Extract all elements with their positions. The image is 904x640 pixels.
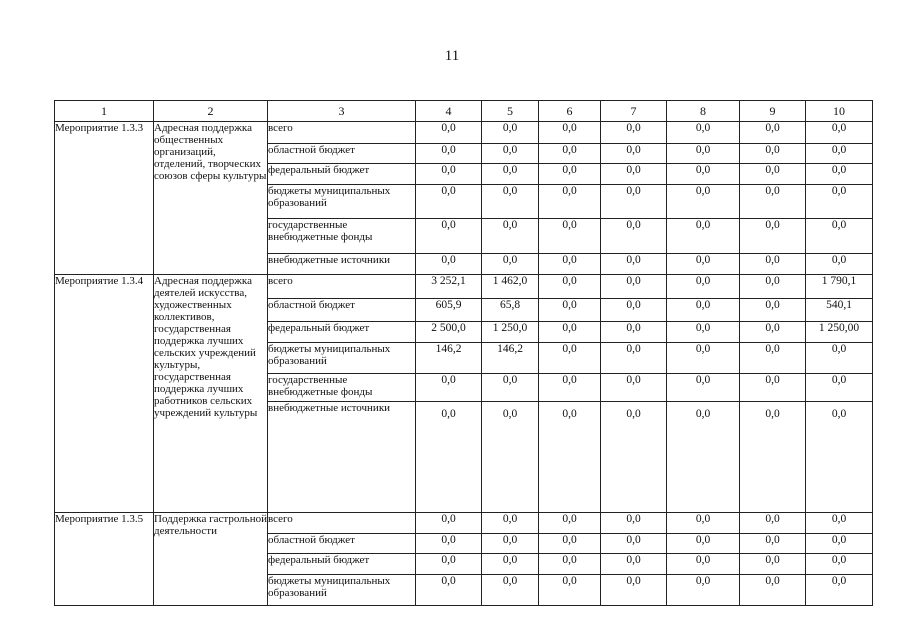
value-cell: 0,0 [416, 402, 482, 513]
value-cell: 0,0 [482, 554, 539, 575]
value-cell: 0,0 [740, 299, 806, 322]
event-description: Адресная поддержка общественных организаций, отделений, творческих союзов сферы культуры [154, 122, 268, 275]
value-cell: 0,0 [806, 575, 873, 606]
value-cell: 0,0 [539, 534, 601, 554]
value-cell: 0,0 [806, 554, 873, 575]
value-cell: 0,0 [601, 144, 667, 164]
event-id: Мероприятие 1.3.5 [55, 513, 154, 606]
funding-source: государственные внебюджетные фонды [268, 374, 416, 402]
value-cell: 0,0 [539, 322, 601, 343]
budget-table [54, 100, 873, 606]
table-row [55, 513, 873, 534]
value-cell: 0,0 [740, 254, 806, 275]
value-cell: 0,0 [482, 534, 539, 554]
value-cell: 0,0 [740, 374, 806, 402]
funding-source: областной бюджет [268, 144, 416, 164]
value-cell: 0,0 [806, 254, 873, 275]
value-cell: 1 462,0 [482, 275, 539, 299]
value-cell: 0,0 [740, 402, 806, 513]
event-id: Мероприятие 1.3.4 [55, 275, 154, 513]
value-cell: 0,0 [416, 513, 482, 534]
funding-source: областной бюджет [268, 299, 416, 322]
event-description: Поддержка гастрольной деятельности [154, 513, 268, 606]
value-cell: 146,2 [416, 343, 482, 374]
value-cell: 0,0 [416, 374, 482, 402]
value-cell: 0,0 [539, 575, 601, 606]
value-cell: 0,0 [667, 513, 740, 534]
funding-source: бюджеты муниципальных образований [268, 575, 416, 606]
value-cell: 0,0 [806, 374, 873, 402]
value-cell: 0,0 [740, 575, 806, 606]
value-cell: 0,0 [482, 513, 539, 534]
value-cell: 0,0 [416, 254, 482, 275]
value-cell: 1 790,1 [806, 275, 873, 299]
funding-source: бюджеты муниципальных образований [268, 185, 416, 219]
value-cell: 0,0 [667, 299, 740, 322]
value-cell: 0,0 [740, 164, 806, 185]
funding-source: областной бюджет [268, 534, 416, 554]
value-cell: 0,0 [539, 554, 601, 575]
value-cell: 0,0 [601, 322, 667, 343]
value-cell: 540,1 [806, 299, 873, 322]
column-header: 8 [667, 101, 740, 122]
value-cell: 65,8 [482, 299, 539, 322]
value-cell: 0,0 [601, 575, 667, 606]
value-cell: 0,0 [601, 164, 667, 185]
value-cell: 0,0 [667, 402, 740, 513]
value-cell: 0,0 [806, 219, 873, 254]
value-cell: 0,0 [667, 275, 740, 299]
funding-source: бюджеты муниципальных образований [268, 343, 416, 374]
value-cell: 0,0 [482, 374, 539, 402]
value-cell: 0,0 [667, 254, 740, 275]
value-cell: 0,0 [740, 275, 806, 299]
value-cell: 0,0 [416, 144, 482, 164]
value-cell: 2 500,0 [416, 322, 482, 343]
value-cell: 0,0 [740, 554, 806, 575]
value-cell: 0,0 [539, 402, 601, 513]
value-cell: 0,0 [740, 122, 806, 144]
column-header: 1 [55, 101, 154, 122]
value-cell: 0,0 [482, 144, 539, 164]
value-cell: 0,0 [601, 219, 667, 254]
value-cell: 0,0 [601, 254, 667, 275]
funding-source: всего [268, 122, 416, 144]
funding-source: государственные внебюджетные фонды [268, 219, 416, 254]
value-cell: 0,0 [806, 534, 873, 554]
column-header: 10 [806, 101, 873, 122]
value-cell: 0,0 [667, 343, 740, 374]
value-cell: 0,0 [416, 575, 482, 606]
value-cell: 0,0 [482, 164, 539, 185]
value-cell: 0,0 [601, 554, 667, 575]
value-cell: 0,0 [539, 185, 601, 219]
value-cell: 0,0 [740, 513, 806, 534]
funding-source: всего [268, 513, 416, 534]
value-cell: 0,0 [416, 534, 482, 554]
value-cell: 0,0 [806, 164, 873, 185]
value-cell: 0,0 [740, 219, 806, 254]
value-cell: 1 250,00 [806, 322, 873, 343]
value-cell: 0,0 [416, 185, 482, 219]
value-cell: 0,0 [539, 275, 601, 299]
value-cell: 1 250,0 [482, 322, 539, 343]
value-cell: 0,0 [667, 534, 740, 554]
value-cell: 0,0 [416, 164, 482, 185]
value-cell: 0,0 [539, 254, 601, 275]
value-cell: 0,0 [667, 122, 740, 144]
value-cell: 0,0 [601, 122, 667, 144]
value-cell: 0,0 [482, 254, 539, 275]
value-cell: 0,0 [539, 374, 601, 402]
funding-source: федеральный бюджет [268, 164, 416, 185]
value-cell: 0,0 [667, 164, 740, 185]
value-cell: 0,0 [539, 122, 601, 144]
funding-source: внебюджетные источники [268, 402, 416, 513]
value-cell: 0,0 [740, 534, 806, 554]
value-cell: 0,0 [806, 185, 873, 219]
value-cell: 0,0 [601, 185, 667, 219]
column-header: 3 [268, 101, 416, 122]
value-cell: 0,0 [482, 575, 539, 606]
value-cell: 0,0 [806, 144, 873, 164]
header-row [55, 101, 873, 122]
value-cell: 0,0 [539, 164, 601, 185]
value-cell: 0,0 [806, 513, 873, 534]
value-cell: 0,0 [539, 299, 601, 322]
value-cell: 0,0 [539, 219, 601, 254]
table-row [55, 275, 873, 299]
column-header: 6 [539, 101, 601, 122]
value-cell: 0,0 [482, 122, 539, 144]
value-cell: 0,0 [601, 402, 667, 513]
value-cell: 0,0 [482, 402, 539, 513]
value-cell: 0,0 [539, 343, 601, 374]
column-header: 2 [154, 101, 268, 122]
value-cell: 0,0 [806, 122, 873, 144]
value-cell: 0,0 [601, 275, 667, 299]
value-cell: 0,0 [740, 185, 806, 219]
value-cell: 3 252,1 [416, 275, 482, 299]
value-cell: 0,0 [806, 402, 873, 513]
value-cell: 0,0 [416, 554, 482, 575]
value-cell: 0,0 [601, 534, 667, 554]
value-cell: 0,0 [667, 374, 740, 402]
value-cell: 0,0 [482, 219, 539, 254]
value-cell: 0,0 [482, 185, 539, 219]
value-cell: 0,0 [667, 322, 740, 343]
value-cell: 605,9 [416, 299, 482, 322]
value-cell: 0,0 [667, 575, 740, 606]
value-cell: 0,0 [601, 299, 667, 322]
value-cell: 146,2 [482, 343, 539, 374]
value-cell: 0,0 [667, 185, 740, 219]
value-cell: 0,0 [667, 554, 740, 575]
funding-source: федеральный бюджет [268, 322, 416, 343]
value-cell: 0,0 [601, 513, 667, 534]
column-header: 4 [416, 101, 482, 122]
page-number: 11 [444, 48, 460, 64]
value-cell: 0,0 [416, 219, 482, 254]
value-cell: 0,0 [539, 513, 601, 534]
funding-source: всего [268, 275, 416, 299]
value-cell: 0,0 [740, 144, 806, 164]
value-cell: 0,0 [667, 144, 740, 164]
column-header: 9 [740, 101, 806, 122]
value-cell: 0,0 [539, 144, 601, 164]
value-cell: 0,0 [601, 374, 667, 402]
table-row [55, 122, 873, 144]
value-cell: 0,0 [740, 343, 806, 374]
value-cell: 0,0 [601, 343, 667, 374]
funding-source: внебюджетные источники [268, 254, 416, 275]
column-header: 7 [601, 101, 667, 122]
value-cell: 0,0 [667, 219, 740, 254]
funding-source: федеральный бюджет [268, 554, 416, 575]
event-description: Адресная поддержка деятелей искусства, художественных коллективов, государственная поддержка лучших сельских учреждений культуры, государственная поддержка лучших работников сельских учреждений культуры [154, 275, 268, 513]
value-cell: 0,0 [416, 122, 482, 144]
value-cell: 0,0 [740, 322, 806, 343]
value-cell: 0,0 [806, 343, 873, 374]
column-header: 5 [482, 101, 539, 122]
event-id: Мероприятие 1.3.3 [55, 122, 154, 275]
